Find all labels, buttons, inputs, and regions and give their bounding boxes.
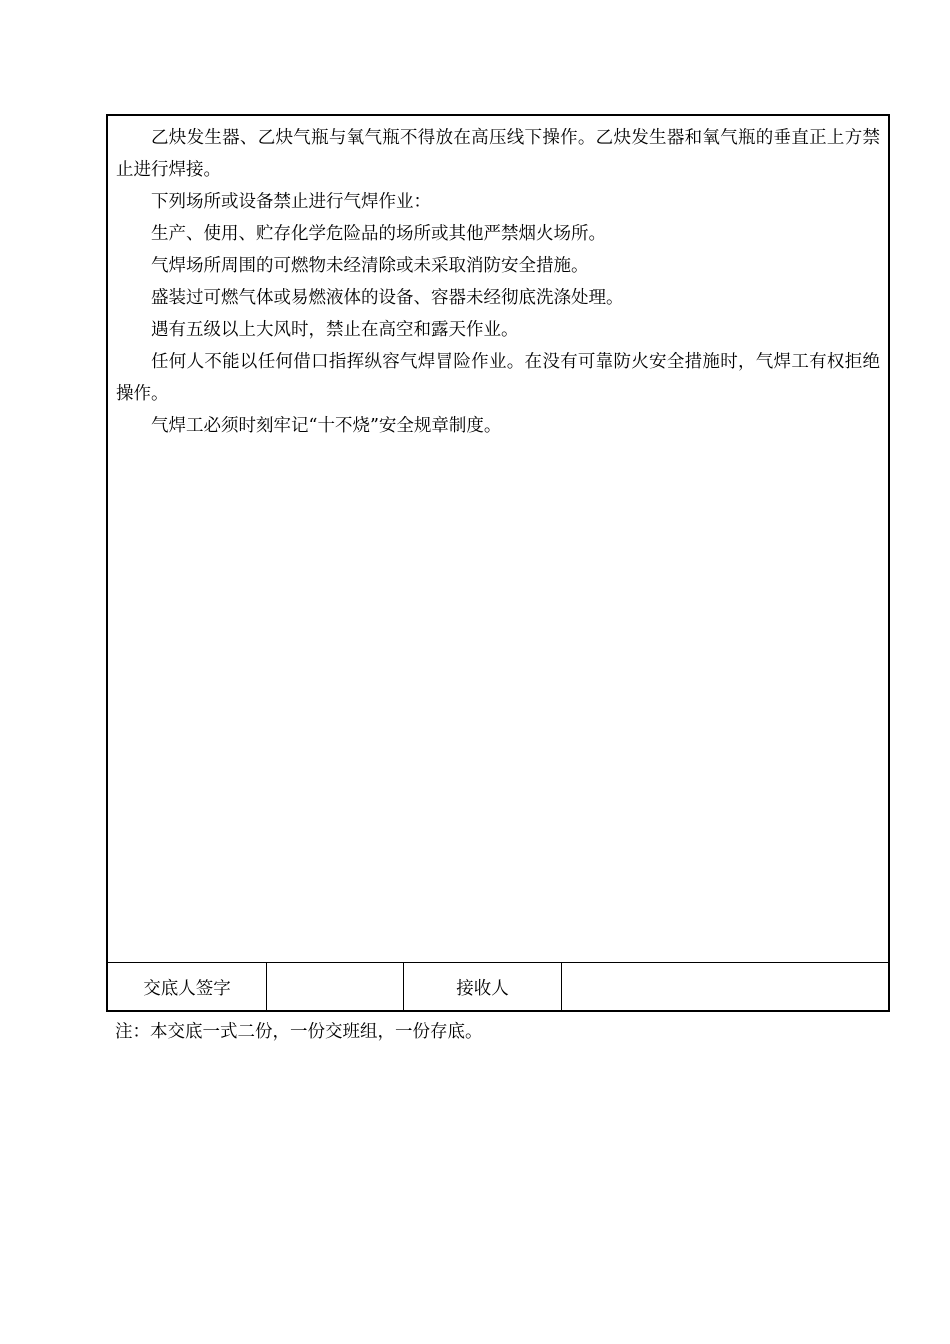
content-paragraph: 气焊工必须时刻牢记“十不烧”安全规章制度。 [151, 416, 502, 436]
discloser-signature-field[interactable] [267, 963, 404, 1012]
disclosure-content [108, 116, 888, 963]
content-paragraph: 遇有五级以上大风时，禁止在高空和露天作业。 [151, 320, 519, 340]
content-paragraph: 生产、使用、贮存化学危险品的场所或其他严禁烟火场所。 [151, 224, 606, 244]
receiver-label: 接收人 [404, 963, 562, 1012]
content-paragraph: 乙炔发生器、乙炔气瓶与氧气瓶不得放在高压线下操作。乙炔发生器和氧气瓶的垂直正上方禁止进行焊接。 [116, 128, 880, 180]
disclosure-table [106, 114, 890, 1012]
content-paragraph: 气焊场所周围的可燃物未经清除或未采取消防安全措施。 [151, 256, 589, 276]
content-paragraph: 任何人不能以任何借口指挥纵容气焊冒险作业。在没有可靠防火安全措施时，气焊工有权拒绝操作。 [116, 352, 880, 404]
content-paragraph: 盛装过可燃气体或易燃液体的设备、容器未经彻底洗涤处理。 [151, 288, 624, 308]
signature-row [108, 962, 888, 1012]
receiver-signature-field[interactable] [562, 963, 888, 1012]
content-paragraph: 下列场所或设备禁止进行气焊作业： [151, 192, 431, 212]
footnote: 注：本交底一式二份，一份交班组，一份存底。 [115, 1022, 483, 1042]
discloser-signature-label: 交底人签字 [108, 963, 267, 1012]
